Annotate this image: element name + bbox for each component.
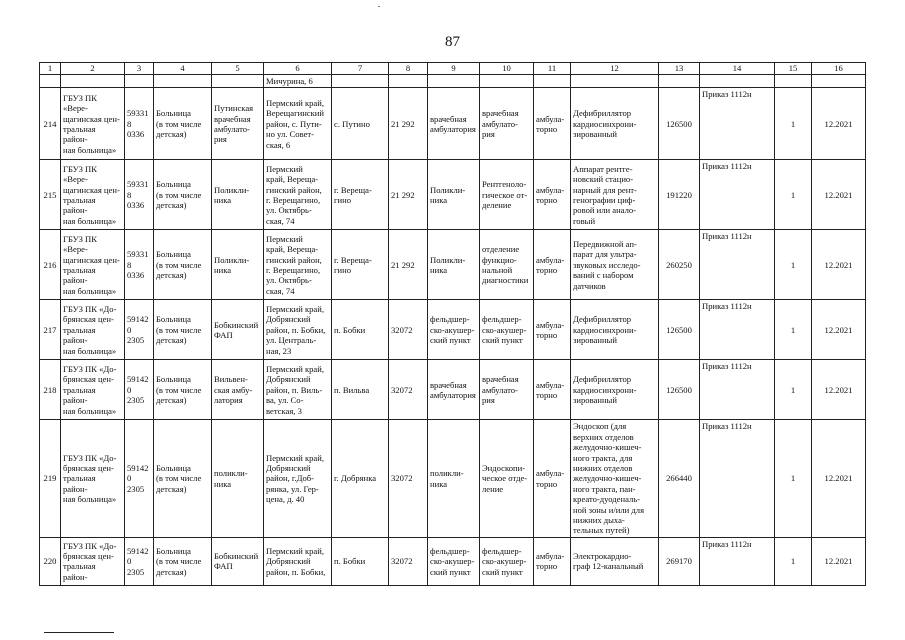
organization-name-cell: [61, 88, 125, 160]
department-cell: [480, 88, 534, 160]
institution-type: Больница (в том числе детская): [156, 545, 202, 577]
row-number: 217: [43, 324, 57, 335]
order-reference-cell: [700, 300, 775, 360]
quantity-cell: [775, 360, 812, 420]
column-header-15: 15: [775, 63, 812, 75]
due-date-cell: [812, 300, 866, 360]
row-number: 219: [43, 473, 57, 484]
locality-cell: [332, 300, 389, 360]
due-date: 12.2021: [824, 259, 853, 270]
institution-type-cell: [154, 88, 212, 160]
order-reference: Приказ 1112н: [702, 89, 752, 100]
price-cell: [659, 230, 700, 300]
address-cell: [264, 160, 332, 230]
address: Пермский край, Добрянский район, г.Доб- рянка, ул. Гер- цена, д. 40: [266, 452, 324, 505]
organization-code-cell: [125, 420, 154, 537]
order-reference: Приказ 1112н: [702, 161, 752, 172]
facility-type: фельдшер- ско-акушер- ский пункт: [430, 545, 475, 577]
department: отделение функцио- нальной диагностики: [482, 244, 529, 286]
address-cell: [264, 537, 332, 585]
facility-type: врачебная амбулатория: [430, 113, 476, 134]
locality-cell: [332, 360, 389, 420]
population: 32072: [391, 384, 413, 395]
footnote-separator: [44, 632, 114, 633]
price: 126500: [666, 384, 692, 395]
due-date-cell: [812, 230, 866, 300]
equipment-name-cell: [571, 300, 659, 360]
column-header-4: 4: [154, 63, 212, 75]
organization-name: ГБУЗ ПК «До- брянская цен- тральная район- ная больница»: [63, 363, 117, 416]
locality: п. Вильва: [334, 384, 370, 395]
quantity-cell: [775, 88, 812, 160]
organization-code-cell: [125, 300, 154, 360]
department: Эндоскопи- ческое отде- ление: [482, 463, 528, 494]
unit-name: Бобкинский ФАП: [214, 319, 259, 340]
due-date-cell: [812, 420, 866, 537]
care-form-cell: [534, 160, 571, 230]
organization-code: 591420 2305: [127, 314, 149, 346]
facility-type: поликли- ника: [430, 468, 464, 489]
quantity: 1: [790, 473, 796, 484]
address-cell: [264, 300, 332, 360]
population-cell: [389, 88, 428, 160]
population-cell: [389, 537, 428, 585]
locality: г. Вереща- гино: [334, 184, 372, 205]
column-header-3: 3: [125, 63, 154, 75]
department: фельдшер- ско-акушер- ский пункт: [482, 545, 527, 577]
order-reference: Приказ 1112н: [702, 538, 752, 549]
equipment-table: [39, 62, 866, 586]
row-number-cell: [40, 360, 61, 420]
equipment-name: Электрокардио- граф 12-канальный: [573, 550, 644, 572]
column-header-5: 5: [212, 63, 264, 75]
quantity: 1: [790, 384, 796, 395]
quantity: 1: [790, 556, 796, 567]
care-form: амбула- торно: [536, 550, 565, 572]
department: врачебная амбулато- рия: [482, 108, 519, 140]
department-cell: [480, 360, 534, 420]
institution-type-cell: [154, 160, 212, 230]
unit-name-cell: [212, 537, 264, 585]
column-header-6: 6: [264, 63, 332, 75]
equipment-name-cell: [571, 420, 659, 537]
row-number-cell: [40, 537, 61, 585]
unit-name: Бобкинский ФАП: [214, 550, 259, 572]
unit-name: Поликли- ника: [214, 184, 250, 205]
population-cell: [389, 230, 428, 300]
organization-code: 593318 0336: [127, 108, 149, 140]
address-cell: [264, 420, 332, 537]
address-cell: [264, 88, 332, 160]
department-cell: [480, 300, 534, 360]
due-date-cell: [812, 537, 866, 585]
order-reference: Приказ 1112н: [702, 361, 752, 372]
equipment-name: Эндоскоп (для верхних отделов желудочно-кишеч- ного тракта, для нижних отделов желудочно-кишеч- ного тракта, пан- креато-дуоденаль- ной зоны и/или для нижних дыха- тельных путей): [573, 421, 645, 536]
care-form: амбула- торно: [536, 184, 565, 205]
facility-type-cell: [428, 230, 480, 300]
table-row: [40, 160, 866, 230]
order-reference-cell: [700, 360, 775, 420]
unit-name: поликли- ника: [214, 468, 248, 489]
quantity-cell: [775, 230, 812, 300]
column-header-9: 9: [428, 63, 480, 75]
facility-type-cell: [428, 160, 480, 230]
quantity-cell: [775, 420, 812, 537]
table-row: [40, 537, 866, 585]
row-number: 218: [43, 384, 57, 395]
order-reference-cell: [700, 537, 775, 585]
quantity: 1: [790, 324, 796, 335]
department-cell: [480, 230, 534, 300]
price-cell: [659, 360, 700, 420]
unit-name-cell: [212, 230, 264, 300]
equipment-name: Дефибриллятор кардиосинхрони- зированный: [573, 314, 637, 346]
due-date: 12.2021: [824, 118, 853, 129]
locality-cell: [332, 88, 389, 160]
quantity-cell: [775, 537, 812, 585]
row-number: 216: [43, 259, 57, 270]
organization-code: 591420 2305: [127, 374, 149, 406]
order-reference-cell: [700, 160, 775, 230]
organization-name-cell: [61, 537, 125, 585]
care-form: амбула- торно: [536, 379, 565, 400]
care-form-cell: [534, 537, 571, 585]
continuation-address: Мичурина, 6: [264, 75, 332, 88]
population: 21 292: [391, 118, 415, 129]
facility-type-cell: [428, 300, 480, 360]
unit-name-cell: [212, 420, 264, 537]
address: Пермский край, Добрянский район, п. Бобки,: [266, 545, 326, 577]
address: Пермский край, Добрянский район, п. Виль- ва, ул. Со- ветская, 3: [266, 363, 324, 416]
organization-code: 593318 0336: [127, 179, 149, 211]
address: Пермский край, Добрянский район, п. Бобки, ул. Централь- ная, 23: [266, 303, 326, 356]
institution-type-cell: [154, 420, 212, 537]
scan-speck: [378, 6, 380, 7]
unit-name-cell: [212, 160, 264, 230]
equipment-name-cell: [571, 537, 659, 585]
column-header-8: 8: [389, 63, 428, 75]
price: 269170: [666, 556, 692, 567]
population-cell: [389, 360, 428, 420]
order-reference: Приказ 1112н: [702, 421, 752, 432]
column-header-13: 13: [659, 63, 700, 75]
institution-type: Больница (в том числе детская): [156, 179, 202, 211]
population: 32072: [391, 324, 413, 335]
row-number: 220: [43, 556, 57, 567]
organization-name: ГБУЗ ПК «До- брянская цен- тральная район-: [63, 540, 117, 582]
quantity-cell: [775, 300, 812, 360]
column-header-14: 14: [700, 63, 775, 75]
institution-type-cell: [154, 360, 212, 420]
facility-type-cell: [428, 88, 480, 160]
organization-name-cell: [61, 160, 125, 230]
column-header-1: 1: [40, 63, 61, 75]
facility-type: Поликли- ника: [430, 254, 466, 275]
care-form-cell: [534, 300, 571, 360]
population: 32072: [391, 473, 413, 484]
organization-code-cell: [125, 160, 154, 230]
locality: г. Добрянка: [334, 473, 377, 484]
table-row: [40, 88, 866, 160]
due-date: 12.2021: [824, 556, 853, 567]
due-date: 12.2021: [824, 384, 853, 395]
address: Пермский край, Вереща- гинский район, г. Верещагино, ул. Октябрь- ская, 74: [266, 233, 322, 296]
row-number-cell: [40, 420, 61, 537]
organization-name-cell: [61, 300, 125, 360]
locality-cell: [332, 160, 389, 230]
locality: г. Вереща- гино: [334, 254, 372, 275]
table-row: [40, 420, 866, 537]
institution-type-cell: [154, 537, 212, 585]
facility-type: Поликли- ника: [430, 184, 466, 205]
locality: с. Путино: [334, 118, 370, 129]
due-date-cell: [812, 160, 866, 230]
unit-name: Путинская врачебная амбулато- рия: [214, 103, 254, 145]
quantity: 1: [790, 118, 796, 129]
facility-type: фельдшер- ско-акушер- ский пункт: [430, 314, 475, 346]
department: Рентгеноло- гическое от- деление: [482, 179, 528, 211]
population-cell: [389, 300, 428, 360]
equipment-name: Передвижной ап- парат для ультра- звуковых исследо- ваний с набором датчиков: [573, 238, 641, 291]
column-header-11: 11: [534, 63, 571, 75]
organization-name: ГБУЗ ПК «До- брянская цен- тральная район- ная больница»: [63, 303, 117, 356]
organization-code-cell: [125, 360, 154, 420]
locality: п. Бобки: [334, 556, 366, 567]
table-row: [40, 230, 866, 300]
organization-code-cell: [125, 88, 154, 160]
row-number-cell: [40, 300, 61, 360]
unit-name-cell: [212, 88, 264, 160]
care-form: амбула- торно: [536, 113, 565, 134]
department-cell: [480, 420, 534, 537]
column-header-7: 7: [332, 63, 389, 75]
institution-type: Больница (в том числе детская): [156, 108, 202, 140]
price-cell: [659, 537, 700, 585]
column-header-16: 16: [812, 63, 866, 75]
locality-cell: [332, 537, 389, 585]
table-row: [40, 300, 866, 360]
unit-name-cell: [212, 300, 264, 360]
locality-cell: [332, 230, 389, 300]
equipment-name-cell: [571, 160, 659, 230]
organization-code: 593318 0336: [127, 249, 149, 281]
address-cell: [264, 360, 332, 420]
facility-type-cell: [428, 420, 480, 537]
equipment-name: Дефибриллятор кардиосинхрони- зированный: [573, 374, 637, 406]
order-reference: Приказ 1112н: [702, 231, 752, 242]
equipment-name: Дефибриллятор кардиосинхрони- зированный: [573, 108, 637, 140]
organization-name-cell: [61, 230, 125, 300]
row-number-cell: [40, 230, 61, 300]
department: фельдшер- ско-акушер- ский пункт: [482, 314, 527, 346]
population-cell: [389, 160, 428, 230]
price: 126500: [666, 118, 692, 129]
due-date: 12.2021: [824, 324, 853, 335]
organization-code: 591420 2305: [127, 545, 149, 577]
price-cell: [659, 160, 700, 230]
quantity-cell: [775, 160, 812, 230]
department-cell: [480, 537, 534, 585]
row-number-cell: [40, 160, 61, 230]
due-date-cell: [812, 360, 866, 420]
column-header-2: 2: [61, 63, 125, 75]
organization-name: ГБУЗ ПК «До- брянская цен- тральная район- ная больница»: [63, 452, 117, 505]
row-number-cell: [40, 88, 61, 160]
continuation-row: [40, 75, 866, 88]
due-date: 12.2021: [824, 189, 853, 200]
organization-name: ГБУЗ ПК «Вере- щагинская цен- тральная район- ная больница»: [63, 233, 120, 296]
page-number: 87: [445, 34, 460, 50]
equipment-name-cell: [571, 230, 659, 300]
table-body: [40, 75, 866, 586]
institution-type-cell: [154, 300, 212, 360]
price-cell: [659, 420, 700, 537]
institution-type: Больница (в том числе детская): [156, 314, 202, 346]
address: Пермский край, Верещагинский район, с. Пути- но ул. Совет- ская, 6: [266, 97, 324, 150]
equipment-name-cell: [571, 360, 659, 420]
unit-name: Вильвен- ская амбу- латория: [214, 374, 253, 406]
population-cell: [389, 420, 428, 537]
organization-name: ГБУЗ ПК «Вере- щагинская цен- тральная район- ная больница»: [63, 92, 120, 155]
price: 191220: [666, 189, 692, 200]
organization-name-cell: [61, 420, 125, 537]
department-cell: [480, 160, 534, 230]
price-cell: [659, 88, 700, 160]
unit-name: Поликли- ника: [214, 254, 250, 275]
price: 126500: [666, 324, 692, 335]
order-reference: Приказ 1112н: [702, 301, 752, 312]
order-reference-cell: [700, 88, 775, 160]
population: 32072: [391, 556, 413, 567]
order-reference-cell: [700, 420, 775, 537]
quantity: 1: [790, 189, 796, 200]
care-form: амбула- торно: [536, 468, 565, 489]
row-number: 215: [43, 189, 57, 200]
organization-name: ГБУЗ ПК «Вере- щагинская цен- тральная район- ная больница»: [63, 163, 120, 226]
facility-type: врачебная амбулатория: [430, 379, 476, 400]
equipment-name-cell: [571, 88, 659, 160]
address: Пермский край, Вереща- гинский район, г. Верещагино, ул. Октябрь- ская, 74: [266, 163, 322, 226]
due-date: 12.2021: [824, 473, 853, 484]
care-form-cell: [534, 420, 571, 537]
care-form: амбула- торно: [536, 319, 565, 340]
department: врачебная амбулато- рия: [482, 374, 519, 406]
column-number-row: [40, 63, 866, 75]
equipment-name: Аппарат рентге- новский стацио- нарный для рент- генографии циф- ровой или анало- говый: [573, 163, 637, 226]
table-row: [40, 360, 866, 420]
institution-type: Больница (в том числе детская): [156, 249, 202, 281]
column-header-10: 10: [480, 63, 534, 75]
organization-code: 591420 2305: [127, 463, 149, 494]
locality: п. Бобки: [334, 324, 366, 335]
care-form-cell: [534, 88, 571, 160]
price: 260250: [666, 259, 692, 270]
institution-type: Больница (в том числе детская): [156, 374, 202, 406]
facility-type-cell: [428, 537, 480, 585]
price: 266440: [666, 473, 692, 484]
column-header-12: 12: [571, 63, 659, 75]
due-date-cell: [812, 88, 866, 160]
institution-type: Больница (в том числе детская): [156, 463, 202, 494]
population: 21 292: [391, 189, 415, 200]
quantity: 1: [790, 259, 796, 270]
care-form-cell: [534, 360, 571, 420]
order-reference-cell: [700, 230, 775, 300]
address-cell: [264, 230, 332, 300]
population: 21 292: [391, 259, 415, 270]
care-form: амбула- торно: [536, 254, 565, 275]
unit-name-cell: [212, 360, 264, 420]
locality-cell: [332, 420, 389, 537]
facility-type-cell: [428, 360, 480, 420]
institution-type-cell: [154, 230, 212, 300]
organization-code-cell: [125, 230, 154, 300]
row-number: 214: [43, 118, 57, 129]
organization-name-cell: [61, 360, 125, 420]
price-cell: [659, 300, 700, 360]
organization-code-cell: [125, 537, 154, 585]
care-form-cell: [534, 230, 571, 300]
